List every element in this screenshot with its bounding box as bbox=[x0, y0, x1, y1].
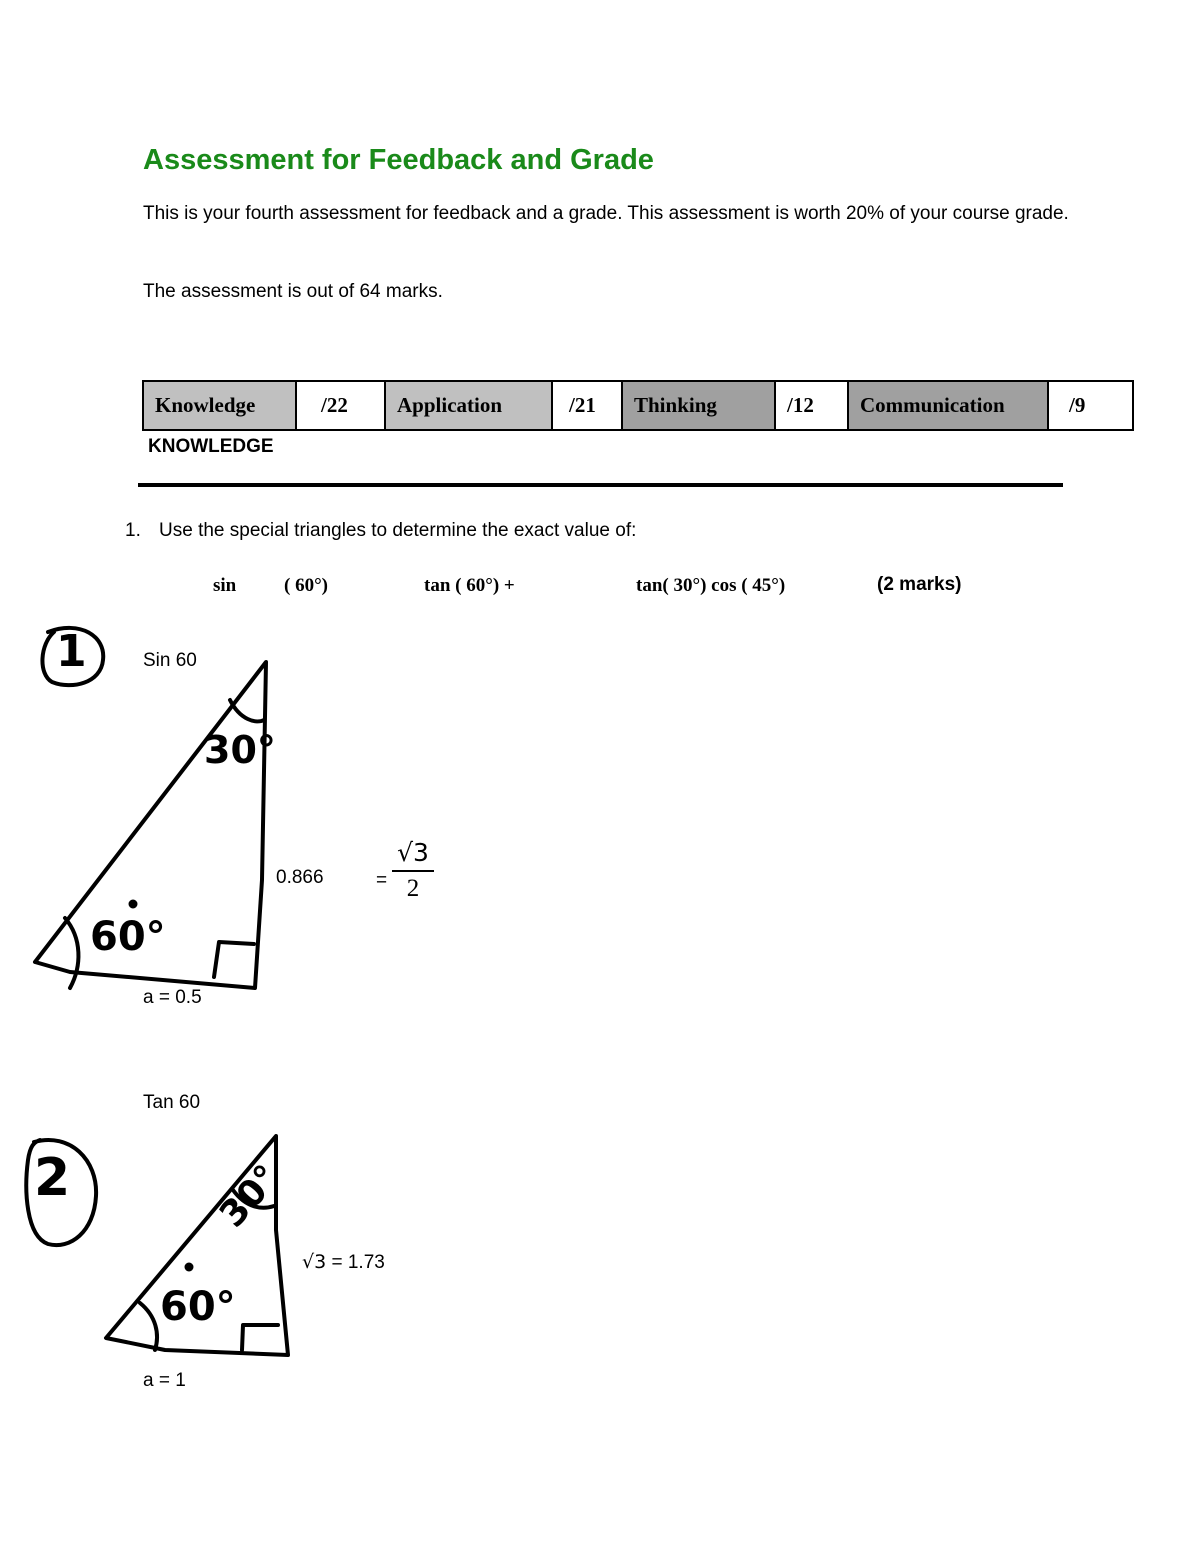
fraction-root3-over-2 bbox=[392, 838, 434, 903]
page-title: Assessment for Feedback and Grade bbox=[143, 144, 654, 176]
category-thinking: Thinking bbox=[622, 381, 775, 430]
angle-arc-bottom-1 bbox=[65, 918, 78, 988]
question-text: Use the special triangles to determine the exact value of: bbox=[159, 520, 637, 541]
angle-label-bottom-2: 60° bbox=[160, 1284, 236, 1330]
side-length-1: 0.866 bbox=[276, 867, 324, 888]
expression-sin: sin bbox=[213, 575, 237, 596]
angle-label-top-1: 30° bbox=[204, 728, 276, 772]
category-communication: Communication bbox=[848, 381, 1048, 430]
side-length-2 bbox=[302, 1251, 385, 1274]
degree-dot-1 bbox=[131, 902, 136, 907]
sin-label: Sin 60 bbox=[143, 650, 197, 671]
tan-label: Tan 60 bbox=[143, 1092, 201, 1113]
expression-tan-cos: tan( 30°) cos ( 45°) bbox=[636, 575, 786, 596]
fraction-bar bbox=[392, 870, 434, 872]
fraction-denominator: 2 bbox=[406, 875, 420, 902]
right-angle-marker-2 bbox=[242, 1325, 278, 1350]
category-application: Application bbox=[385, 381, 552, 430]
score-communication: /9 bbox=[1048, 381, 1133, 430]
angle-label-top-2: 30° bbox=[212, 1157, 289, 1236]
expression-tan: tan ( 60°) + bbox=[424, 575, 515, 596]
score-knowledge: /22 bbox=[296, 381, 385, 430]
sqrt-3-value: √3 bbox=[302, 1251, 327, 1273]
circle-number-2: 2 bbox=[34, 1148, 71, 1208]
angle-arc-bottom-2 bbox=[140, 1303, 157, 1350]
degree-dot-2 bbox=[187, 1265, 192, 1270]
equals-sign: = bbox=[376, 870, 388, 891]
right-angle-marker-1 bbox=[214, 942, 254, 977]
total-marks-text: The assessment is out of 64 marks. bbox=[143, 281, 443, 302]
fraction-numerator: √3 bbox=[397, 838, 429, 867]
intro-paragraph: This is your fourth assessment for feedback and a grade. This assessment is worth 20% of your course grade. bbox=[143, 203, 1069, 224]
circle-number-1: 1 bbox=[56, 626, 87, 677]
side-length-2-value: = 1.73 bbox=[326, 1252, 385, 1273]
section-heading: KNOWLEDGE bbox=[148, 436, 274, 457]
expression-sin-arg: ( 60°) bbox=[284, 575, 329, 596]
question-number: 1. bbox=[125, 520, 141, 541]
angle-label-bottom-1: 60° bbox=[90, 914, 166, 960]
category-knowledge: Knowledge bbox=[143, 381, 296, 430]
score-application: /21 bbox=[552, 381, 622, 430]
base-label-2: a = 1 bbox=[143, 1370, 186, 1391]
score-thinking: /12 bbox=[775, 381, 848, 430]
base-label-1: a = 0.5 bbox=[143, 987, 202, 1008]
marks-value: (2 marks) bbox=[877, 574, 962, 595]
